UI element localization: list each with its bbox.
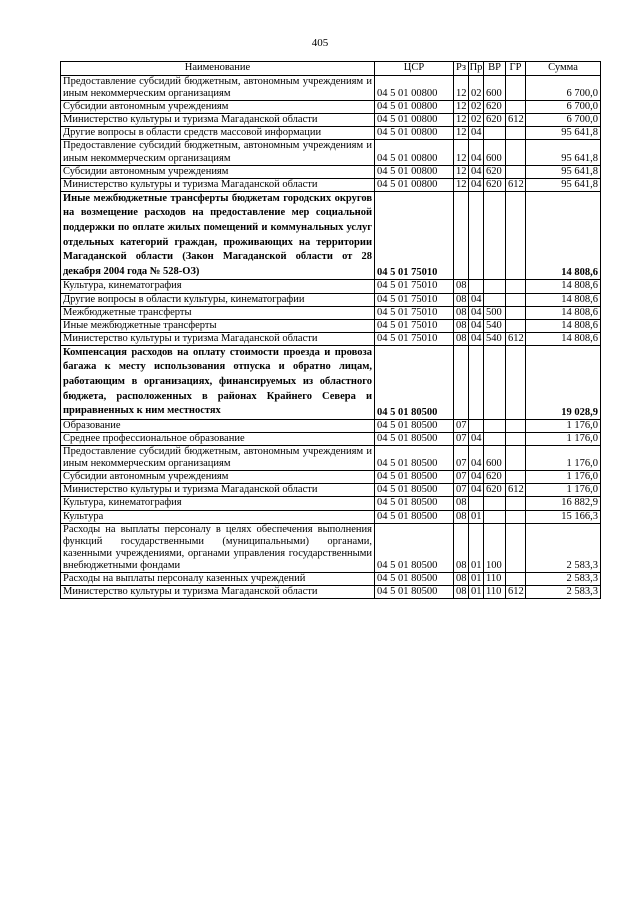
row-sum-cell: 1 176,0 [526, 484, 601, 497]
row-name-cell: Культура [61, 510, 375, 523]
row-pr-cell: 01 [469, 523, 484, 572]
row-sum-cell: 95 641,8 [526, 140, 601, 165]
row-csr-cell: 04 5 01 80500 [375, 446, 454, 471]
row-gr-cell [506, 432, 526, 445]
row-sum-cell: 14 808,6 [526, 293, 601, 306]
row-csr-cell: 04 5 01 80500 [375, 586, 454, 599]
row-pr-cell: 04 [469, 165, 484, 178]
row-csr-cell: 04 5 01 80500 [375, 471, 454, 484]
row-name-cell: Министерство культуры и туризма Магаданской области [61, 332, 375, 345]
row-gr-cell [506, 165, 526, 178]
row-sum-cell: 14 808,6 [526, 319, 601, 332]
row-gr-cell: 612 [506, 178, 526, 191]
row-gr-cell [506, 306, 526, 319]
row-pr-cell: 02 [469, 101, 484, 114]
row-sum-cell: 14 808,6 [526, 306, 601, 319]
row-pr-cell: 01 [469, 586, 484, 599]
row-sum-cell: 95 641,8 [526, 165, 601, 178]
row-pr-cell: 04 [469, 471, 484, 484]
row-rz-cell: 12 [454, 101, 469, 114]
row-pr-cell: 04 [469, 446, 484, 471]
row-sum-cell: 2 583,3 [526, 523, 601, 572]
row-vr-cell: 620 [484, 178, 506, 191]
row-rz-cell: 07 [454, 484, 469, 497]
row-name-cell: Министерство культуры и туризма Магаданской области [61, 178, 375, 191]
table-row [61, 432, 601, 445]
table-row [61, 101, 601, 114]
row-rz-cell: 08 [454, 306, 469, 319]
row-gr-cell [506, 127, 526, 140]
table-row [61, 497, 601, 510]
row-pr-cell: 04 [469, 332, 484, 345]
row-rz-cell: 08 [454, 280, 469, 293]
row-rz-cell: 07 [454, 446, 469, 471]
row-sum-cell: 14 808,6 [526, 191, 601, 280]
row-rz-cell: 12 [454, 140, 469, 165]
row-sum-cell: 2 583,3 [526, 572, 601, 585]
row-pr-cell [469, 497, 484, 510]
table-row [61, 191, 601, 280]
row-gr-cell [506, 345, 526, 419]
row-csr-cell: 04 5 01 75010 [375, 280, 454, 293]
row-pr-cell: 04 [469, 306, 484, 319]
row-name-cell: Расходы на выплаты персоналу в целях обеспечения выполнения функций государственными (муниципальными) органами, казенными учреждениями, органами управления государственными внебюджетными фондами [61, 523, 375, 572]
row-name-cell: Предоставление субсидий бюджетным, автономным учреждениям и иным некоммерческим организациям [61, 446, 375, 471]
row-vr-cell [484, 510, 506, 523]
row-name-cell: Другие вопросы в области средств массовой информации [61, 127, 375, 140]
row-name-cell: Среднее профессиональное образование [61, 432, 375, 445]
row-name-cell: Другие вопросы в области культуры, кинематографии [61, 293, 375, 306]
row-sum-cell: 6 700,0 [526, 76, 601, 101]
row-vr-cell: 620 [484, 114, 506, 127]
table-row [61, 319, 601, 332]
table-row [61, 484, 601, 497]
row-vr-cell [484, 280, 506, 293]
row-rz-cell: 08 [454, 572, 469, 585]
row-vr-cell [484, 127, 506, 140]
header-name: Наименование [61, 62, 375, 76]
row-sum-cell: 1 176,0 [526, 419, 601, 432]
row-csr-cell: 04 5 01 00800 [375, 114, 454, 127]
row-gr-cell [506, 76, 526, 101]
row-rz-cell: 07 [454, 419, 469, 432]
row-csr-cell: 04 5 01 75010 [375, 293, 454, 306]
row-vr-cell: 500 [484, 306, 506, 319]
row-name-cell: Межбюджетные трансферты [61, 306, 375, 319]
row-vr-cell [484, 497, 506, 510]
row-pr-cell: 01 [469, 510, 484, 523]
row-pr-cell: 04 [469, 319, 484, 332]
row-name-cell: Культура, кинематография [61, 280, 375, 293]
row-name-cell: Предоставление субсидий бюджетным, автономным учреждениям и иным некоммерческим организациям [61, 140, 375, 165]
row-rz-cell: 12 [454, 114, 469, 127]
row-vr-cell: 100 [484, 523, 506, 572]
row-vr-cell: 600 [484, 140, 506, 165]
header-csr: ЦСР [375, 62, 454, 76]
row-vr-cell [484, 191, 506, 280]
table-row [61, 293, 601, 306]
row-name-cell: Образование [61, 419, 375, 432]
row-rz-cell: 08 [454, 319, 469, 332]
row-csr-cell: 04 5 01 00800 [375, 76, 454, 101]
row-sum-cell: 1 176,0 [526, 471, 601, 484]
table-row [61, 446, 601, 471]
row-sum-cell: 16 882,9 [526, 497, 601, 510]
table-row [61, 471, 601, 484]
row-csr-cell: 04 5 01 80500 [375, 419, 454, 432]
row-csr-cell: 04 5 01 80500 [375, 345, 454, 419]
table-row [61, 345, 601, 419]
row-name-cell: Министерство культуры и туризма Магаданской области [61, 586, 375, 599]
row-pr-cell: 04 [469, 140, 484, 165]
header-sum: Сумма [526, 62, 601, 76]
row-gr-cell [506, 471, 526, 484]
row-vr-cell: 540 [484, 319, 506, 332]
row-rz-cell: 12 [454, 178, 469, 191]
row-gr-cell [506, 419, 526, 432]
table-row [61, 572, 601, 585]
row-rz-cell [454, 191, 469, 280]
row-name-cell: Предоставление субсидий бюджетным, автономным учреждениям и иным некоммерческим организациям [61, 76, 375, 101]
row-pr-cell: 04 [469, 484, 484, 497]
row-csr-cell: 04 5 01 75010 [375, 319, 454, 332]
row-vr-cell: 620 [484, 101, 506, 114]
row-csr-cell: 04 5 01 80500 [375, 523, 454, 572]
row-pr-cell [469, 191, 484, 280]
row-name-cell: Министерство культуры и туризма Магаданской области [61, 484, 375, 497]
row-pr-cell: 02 [469, 76, 484, 101]
table-row [61, 140, 601, 165]
row-pr-cell: 04 [469, 432, 484, 445]
row-csr-cell: 04 5 01 80500 [375, 484, 454, 497]
row-gr-cell [506, 319, 526, 332]
row-csr-cell: 04 5 01 80500 [375, 572, 454, 585]
table-row [61, 332, 601, 345]
row-gr-cell [506, 191, 526, 280]
row-vr-cell: 620 [484, 165, 506, 178]
row-csr-cell: 04 5 01 80500 [375, 497, 454, 510]
table-row [61, 178, 601, 191]
row-csr-cell: 04 5 01 00800 [375, 127, 454, 140]
budget-table [60, 61, 601, 599]
page-number: 405 [311, 37, 329, 49]
row-sum-cell: 2 583,3 [526, 586, 601, 599]
row-csr-cell: 04 5 01 75010 [375, 332, 454, 345]
row-csr-cell: 04 5 01 75010 [375, 191, 454, 280]
row-gr-cell: 612 [506, 484, 526, 497]
row-gr-cell [506, 446, 526, 471]
row-gr-cell [506, 523, 526, 572]
row-sum-cell: 95 641,8 [526, 178, 601, 191]
row-name-cell: Иные межбюджетные трансферты бюджетам городских округов на возмещение расходов на предоставление мер социальной поддержки по оплате жилых помещений и коммунальных услуг отдельных категорий граждан, проживающих на территории Магаданской области (Закон Магаданской области от 28 декабря 2004 года № 528-ОЗ) [61, 191, 375, 280]
row-rz-cell: 08 [454, 332, 469, 345]
row-name-cell: Компенсация расходов на оплату стоимости проезда и провоза багажа к месту использования отпуска и обратно лицам, работающим в организациях, финансируемых из областного бюджета, расположенных в районах Крайнего Севера и приравненных к ним местностях [61, 345, 375, 419]
row-gr-cell [506, 572, 526, 585]
row-pr-cell: 01 [469, 572, 484, 585]
row-pr-cell: 04 [469, 178, 484, 191]
header-rz: Рз [454, 62, 469, 76]
row-pr-cell [469, 280, 484, 293]
row-sum-cell: 1 176,0 [526, 446, 601, 471]
row-gr-cell [506, 101, 526, 114]
row-sum-cell: 15 166,3 [526, 510, 601, 523]
row-vr-cell: 110 [484, 572, 506, 585]
row-vr-cell: 540 [484, 332, 506, 345]
row-sum-cell: 6 700,0 [526, 101, 601, 114]
row-sum-cell: 6 700,0 [526, 114, 601, 127]
row-name-cell: Министерство культуры и туризма Магаданской области [61, 114, 375, 127]
row-gr-cell [506, 293, 526, 306]
row-name-cell: Культура, кинематография [61, 497, 375, 510]
row-gr-cell: 612 [506, 114, 526, 127]
table-row [61, 419, 601, 432]
row-csr-cell: 04 5 01 80500 [375, 432, 454, 445]
header-vr: ВР [484, 62, 506, 76]
row-csr-cell: 04 5 01 00800 [375, 165, 454, 178]
row-vr-cell: 110 [484, 586, 506, 599]
row-csr-cell: 04 5 01 75010 [375, 306, 454, 319]
table-row [61, 306, 601, 319]
row-name-cell: Субсидии автономным учреждениям [61, 471, 375, 484]
row-sum-cell: 14 808,6 [526, 332, 601, 345]
table-row [61, 523, 601, 572]
row-rz-cell: 12 [454, 76, 469, 101]
row-sum-cell: 19 028,9 [526, 345, 601, 419]
row-gr-cell [506, 497, 526, 510]
row-rz-cell: 08 [454, 497, 469, 510]
table-row [61, 280, 601, 293]
row-gr-cell [506, 280, 526, 293]
row-pr-cell: 04 [469, 127, 484, 140]
row-vr-cell [484, 345, 506, 419]
header-pr: Пр [469, 62, 484, 76]
row-rz-cell: 12 [454, 165, 469, 178]
row-vr-cell: 600 [484, 446, 506, 471]
row-rz-cell: 08 [454, 510, 469, 523]
row-name-cell: Субсидии автономным учреждениям [61, 165, 375, 178]
row-rz-cell: 08 [454, 293, 469, 306]
row-vr-cell: 600 [484, 76, 506, 101]
row-rz-cell: 07 [454, 471, 469, 484]
row-gr-cell: 612 [506, 332, 526, 345]
row-vr-cell [484, 293, 506, 306]
row-vr-cell [484, 432, 506, 445]
row-sum-cell: 95 641,8 [526, 127, 601, 140]
row-gr-cell [506, 140, 526, 165]
row-rz-cell: 08 [454, 523, 469, 572]
header-row [61, 62, 601, 76]
row-vr-cell: 620 [484, 471, 506, 484]
row-vr-cell: 620 [484, 484, 506, 497]
row-rz-cell: 08 [454, 586, 469, 599]
row-name-cell: Расходы на выплаты персоналу казенных учреждений [61, 572, 375, 585]
row-pr-cell [469, 419, 484, 432]
row-rz-cell: 07 [454, 432, 469, 445]
row-vr-cell [484, 419, 506, 432]
table-row [61, 76, 601, 101]
row-csr-cell: 04 5 01 80500 [375, 510, 454, 523]
row-csr-cell: 04 5 01 00800 [375, 178, 454, 191]
row-gr-cell [506, 510, 526, 523]
table-row [61, 510, 601, 523]
table-row [61, 586, 601, 599]
row-name-cell: Субсидии автономным учреждениям [61, 101, 375, 114]
table-row [61, 127, 601, 140]
row-csr-cell: 04 5 01 00800 [375, 140, 454, 165]
table-row [61, 114, 601, 127]
row-rz-cell: 12 [454, 127, 469, 140]
row-gr-cell: 612 [506, 586, 526, 599]
row-sum-cell: 14 808,6 [526, 280, 601, 293]
row-csr-cell: 04 5 01 00800 [375, 101, 454, 114]
table-row [61, 165, 601, 178]
header-gr: ГР [506, 62, 526, 76]
row-name-cell: Иные межбюджетные трансферты [61, 319, 375, 332]
row-pr-cell: 04 [469, 293, 484, 306]
row-pr-cell: 02 [469, 114, 484, 127]
row-rz-cell [454, 345, 469, 419]
row-pr-cell [469, 345, 484, 419]
row-sum-cell: 1 176,0 [526, 432, 601, 445]
